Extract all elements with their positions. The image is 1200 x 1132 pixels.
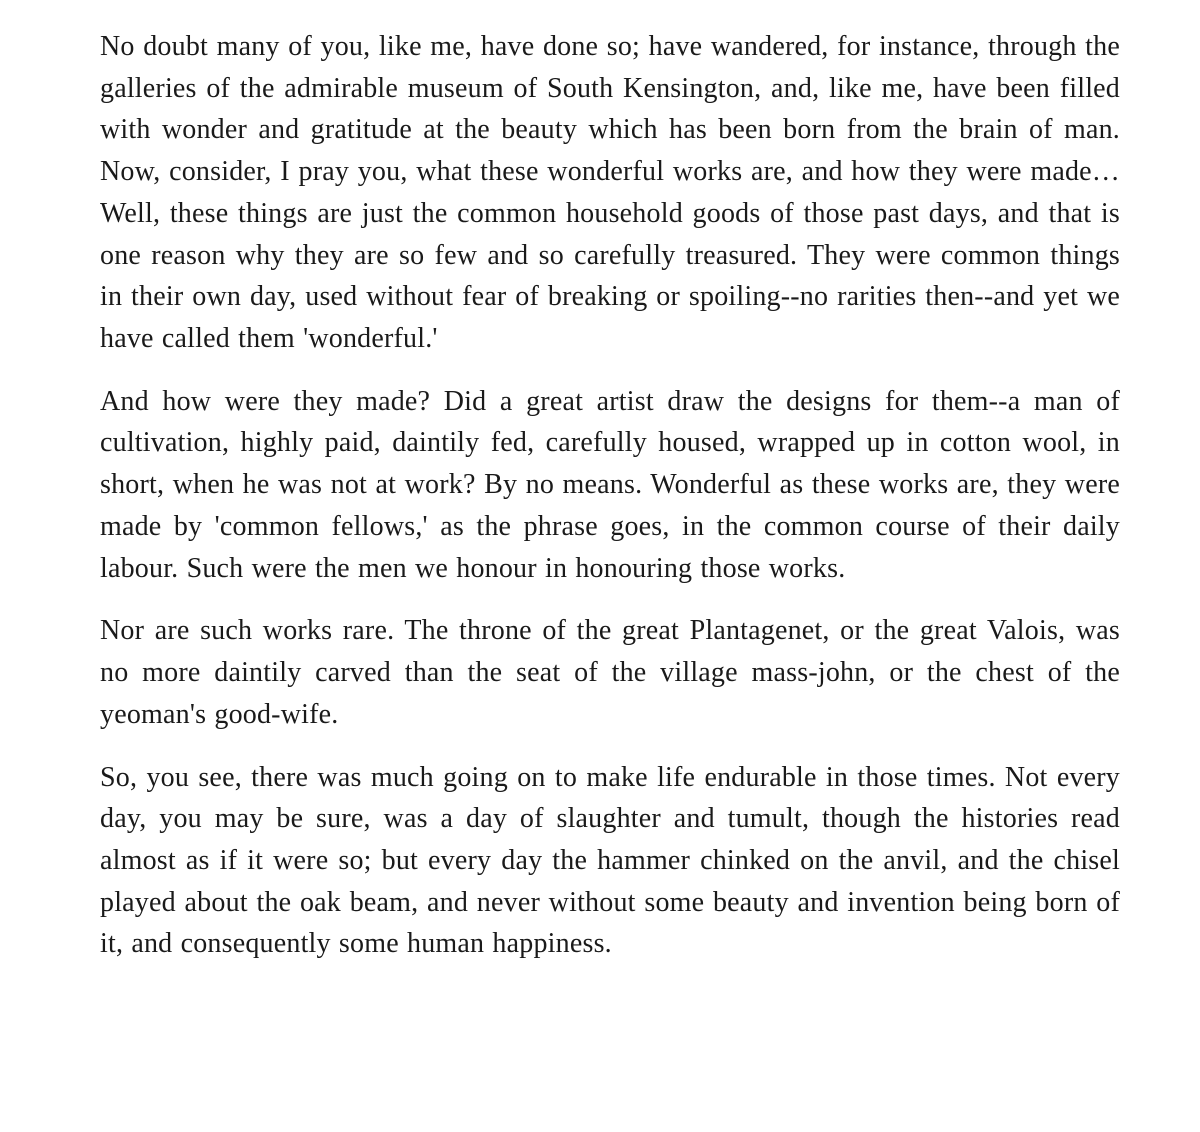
paragraph-1: No doubt many of you, like me, have done so; have wandered, for instance, through the galleries of the admirable museum of South Kensington, and, like me, have been filled with wonder and gratitude at the beauty which has been born from the brain of man. Now, consider, I pray you, what these wonderful works are, and how they were made… Well, these things are just the common household goods of those past days, and that is one reason why they are so few and so carefully treasured. They were common things in their own day, used without fear of breaking or spoiling--no rarities then--and yet we have called them 'wonderful.'	[100, 31, 1120, 355]
paragraph-2: And how were they made? Did a great artist draw the designs for them--a man of cultivation, highly paid, daintily fed, carefully housed, wrapped up in cotton wool, in short, when he was not at work? By no means. Wonderful as these works are, they were made by 'common fellows,' as the phrase goes, in the common course of their daily labour. Such were the men we honour in honouring those works.	[100, 385, 1120, 584]
paragraph-4: So, you see, there was much going on to make life endurable in those times. Not every day, you may be sure, was a day of slaughter and tumult, though the histories read almost as if it were so; but every day the hammer chinked on the anvil, and the chisel played about the oak beam, and never without some beauty and invention being born of it, and consequently some human happiness.	[100, 761, 1120, 960]
paragraph-3: Nor are such works rare. The throne of the great Plantagenet, or the great Valois, was no more daintily carved than the seat of the village mass-john, or the chest of the yeoman's good-wife.	[100, 615, 1120, 730]
